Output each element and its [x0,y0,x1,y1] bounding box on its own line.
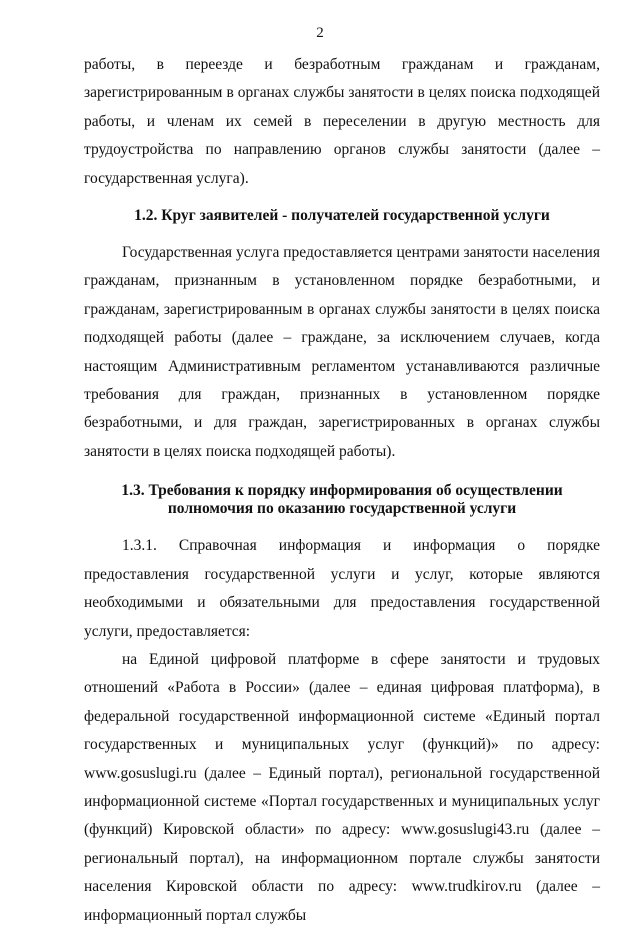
section-1-3-paragraph-1: 1.3.1. Справочная информация и информация о порядке предоставления государственной услуги и услуг, которые являются необходимыми и обязательными для предоставления государственной услуги, предоставляется: [84,537,600,640]
intro-paragraph: работы, в переезде и безработным гражданам и гражданам, зарегистрированным в органах службы занятости в целях поиска подходящей работы, и членам их семей в переселении в другую местность для трудоустройства по направлению органов службы занятости (далее – государственная услуга). [84,56,600,187]
section-heading-1-2: 1.2. Круг заявителей - получателей государственной услуги [134,207,550,225]
section-heading-1-3-line2: полномочия по оказанию государственной услуги [167,500,517,518]
section-heading-1-3-line1: 1.3. Требования к порядку информирования об осуществлении [121,482,563,500]
section-1-3-paragraph-2: на Единой цифровой платформе в сфере занятости и трудовых отношений «Работа в России» (далее – единая цифровая платформа), в федеральной государственной информационной системе «Единый портал государственных и муниципальных услуг (функций)» по адресу: www.gosuslugi.ru (далее – Единый портал), региональной государственной информационной системе «Портал государственных и муниципальных услуг (функций) Кировской области» по адресу: www.gosuslugi43.ru (далее – региональный портал), на информационном портале службы занятости населения Кировской области по адресу: www.trudkirov.ru (далее – информационный портал службы [84,650,600,924]
section-1-2-paragraph: Государственная услуга предоставляется центрами занятости населения гражданам, признанным в установленном порядке безработными, и гражданам, зарегистрированным в органах службы занятости в целях поиска подходящей работы (далее – граждане, за исключением случаев, когда настоящим Административным регламентом устанавливаются различные требования для граждан, признанных в установленном порядке безработными, и для граждан, зарегистрированных в органах службы занятости в целях поиска подходящей работы). [84,244,600,460]
page-number: 2 [316,25,324,41]
section-heading-1-3 [84,482,600,518]
document-body [84,51,600,930]
